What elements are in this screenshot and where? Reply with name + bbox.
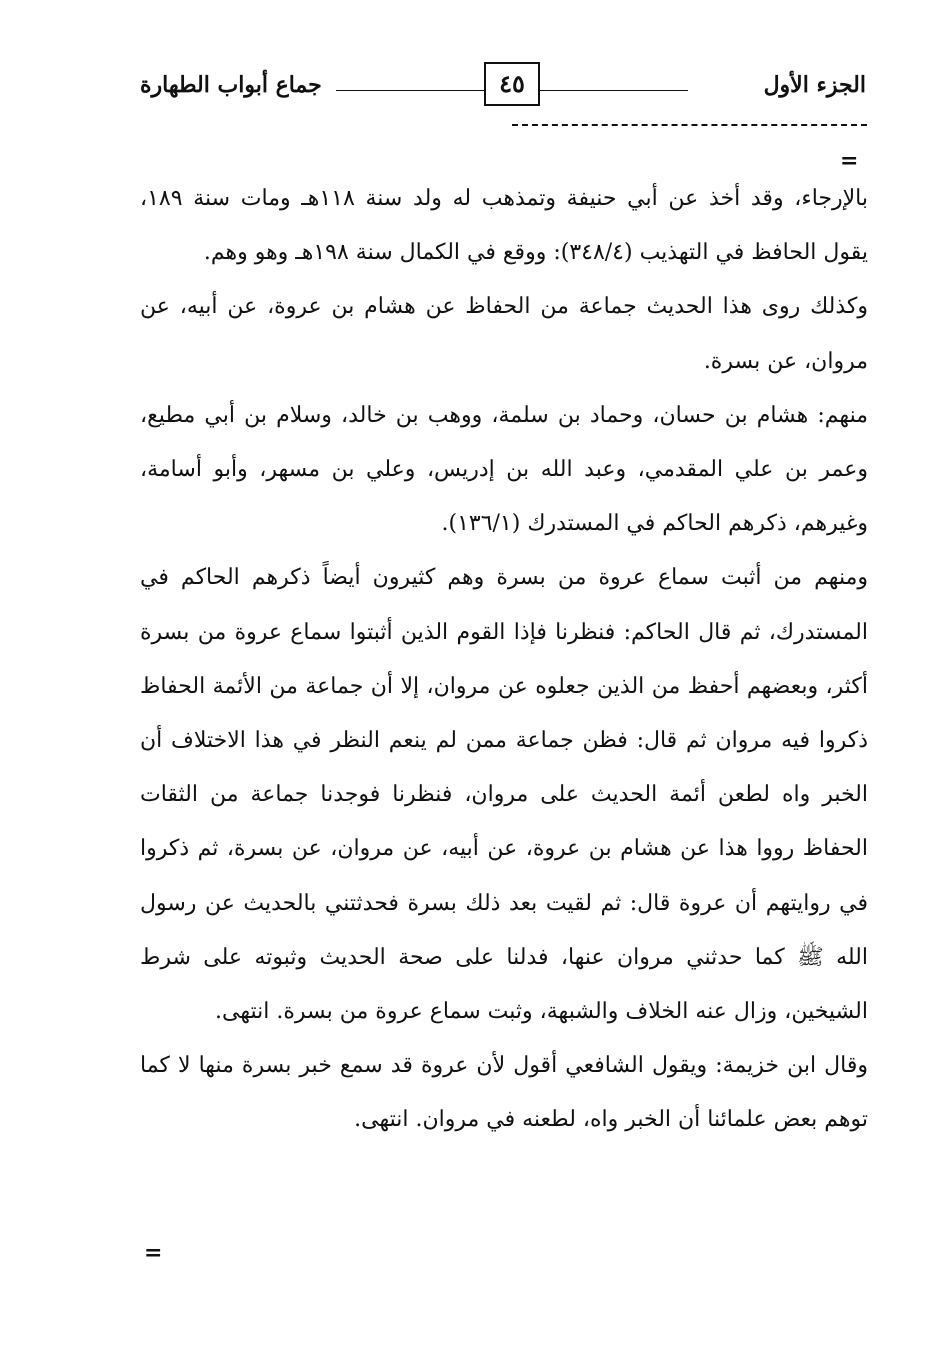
footnote-text — [140, 172, 868, 1148]
paragraph-2: وكذلك روى هذا الحديث جماعة من الحفاظ عن هشام بن عروة، عن أبيه، عن مروان، عن بسرة. — [140, 294, 868, 374]
footnote-continuation-mark-top: = — [840, 148, 859, 174]
volume-label: الجزء الأول — [763, 72, 866, 98]
running-header — [140, 62, 866, 122]
paragraph-3: منهم: هشام بن حسان، وحماد بن سلمة، ووهب بن خالد، وسلام بن أبي مطيع، وعمر بن علي المقدمي، وعبد الله بن إدريس، وعلي بن مسهر، وأبو أسامة، وغيرهم، ذكرهم الحاكم في المستدرك (١٣٦/١). — [140, 402, 868, 537]
footnote-separator — [512, 124, 867, 126]
header-rule-left — [336, 90, 486, 91]
paragraph-4: ومنهم من أثبت سماع عروة من بسرة وهم كثيرون أيضاً ذكرهم الحاكم في المستدرك، ثم قال الحاكم: فنظرنا فإذا القوم الذين أثبتوا سماع عروة من بسرة أكثر، وبعضهم أحفظ من الذين جعلوه عن مروان، إلا أن جماعة من الأئمة الحفاظ ذكروا فيه مروان ثم قال: فظن جماعة ممن لم ينعم النظر في هذا الاختلاف أن الخبر واه لطعن أئمة الحديث على مروان، فنظرنا فوجدنا جماعة من الثقات الحفاظ رووا هذا عن هشام بن عروة، عن أبيه، عن مروان، عن بسرة، ثم ذكروا في روايتهم أن عروة قال: ثم لقيت بعد ذلك بسرة فحدثتني بالحديث عن رسول الله ﷺ كما حدثني مروان عنها، فدلنا على صحة الحديث وثبوته على شرط الشيخين، وزال عنه الخلاف والشبهة، وثبت سماع عروة من بسرة. انتهى. — [140, 565, 868, 1025]
paragraph-5: وقال ابن خزيمة: ويقول الشافعي أقول لأن عروة قد سمع خبر بسرة منها لا كما توهم بعض علمائنا أن الخبر واه، لطعنه في مروان. انتهى. — [140, 1053, 868, 1133]
paragraph-1: بالإرجاء، وقد أخذ عن أبي حنيفة وتمذهب له ولد سنة ١١٨هـ ومات سنة ١٨٩، يقول الحافظ في التهذيب (٣٤٨/٤): ووقع في الكمال سنة ١٩٨هـ وهو وهم. — [140, 186, 868, 266]
page-number: ٤٥ — [484, 62, 540, 106]
section-title: جماع أبواب الطهارة — [140, 72, 322, 98]
header-rule-right — [538, 90, 688, 91]
footnote-continuation-mark-bottom: = — [144, 1240, 163, 1266]
